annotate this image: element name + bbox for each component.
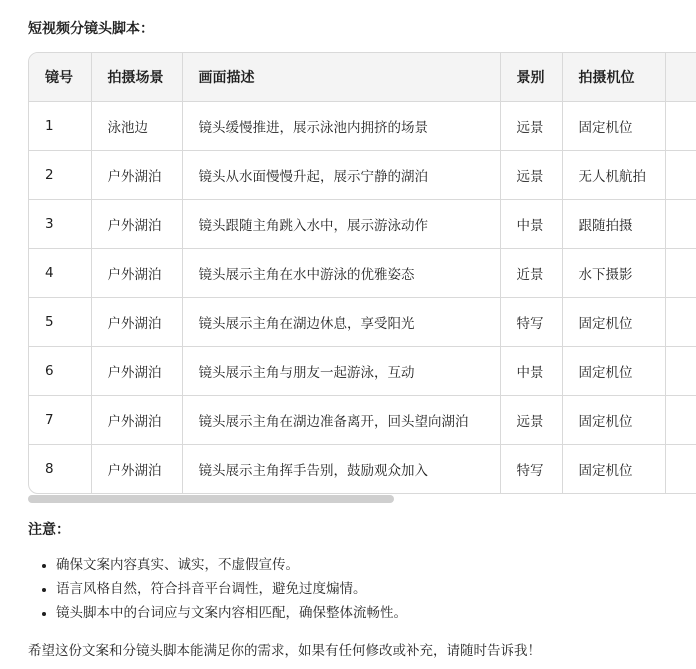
header-shot-size: 景别 — [500, 53, 562, 102]
list-item: • 镜头脚本中的台词应与文案内容相匹配，确保整体流畅性。 — [56, 601, 407, 625]
cell-camera-position: 固定机位 — [562, 445, 665, 494]
cell-shot-number: 4 — [29, 249, 91, 298]
cell-scene: 户外湖泊 — [91, 445, 182, 494]
cell-description: 镜头展示主角在水中游泳的优雅姿态 — [182, 249, 500, 298]
cell-shot-number: 3 — [29, 200, 91, 249]
cell-description: 镜头展示主角挥手告别，鼓励观众加入 — [182, 445, 500, 494]
cell-shot-number: 8 — [29, 445, 91, 494]
cell-camera-position: 固定机位 — [562, 298, 665, 347]
header-camera-position: 拍摄机位 — [562, 53, 665, 102]
cell-shot-size: 远景 — [500, 102, 562, 151]
list-item: • 确保文案内容真实、诚实，不虚假宣传。 — [56, 553, 407, 577]
cell-shot-number: 1 — [29, 102, 91, 151]
table-row — [29, 102, 696, 151]
cell-shot-number: 7 — [29, 396, 91, 445]
cell-scene: 户外湖泊 — [91, 200, 182, 249]
cell-camera-position: 固定机位 — [562, 396, 665, 445]
cell-overflow — [665, 347, 696, 396]
cell-scene: 户外湖泊 — [91, 347, 182, 396]
table-row — [29, 347, 696, 396]
header-overflow — [665, 53, 696, 102]
table-row — [29, 445, 696, 494]
cell-overflow — [665, 200, 696, 249]
storyboard-table-container — [28, 52, 696, 494]
cell-scene: 户外湖泊 — [91, 298, 182, 347]
cell-overflow — [665, 396, 696, 445]
table-row — [29, 298, 696, 347]
storyboard-table — [29, 53, 696, 493]
table-row — [29, 396, 696, 445]
list-item: • 语言风格自然，符合抖音平台调性，避免过度煽情。 — [56, 577, 407, 601]
cell-overflow — [665, 151, 696, 200]
table-header-row — [29, 53, 696, 102]
cell-shot-size: 远景 — [500, 151, 562, 200]
cell-shot-number: 6 — [29, 347, 91, 396]
section-heading: 短视频分镜头脚本： — [28, 21, 154, 37]
cell-shot-size: 中景 — [500, 200, 562, 249]
cell-overflow — [665, 249, 696, 298]
cell-shot-size: 远景 — [500, 396, 562, 445]
header-description: 画面描述 — [182, 53, 500, 102]
table-row — [29, 151, 696, 200]
table-row — [29, 249, 696, 298]
cell-shot-size: 近景 — [500, 249, 562, 298]
cell-shot-size: 特写 — [500, 298, 562, 347]
cell-description: 镜头展示主角在湖边休息，享受阳光 — [182, 298, 500, 347]
table-row — [29, 200, 696, 249]
cell-overflow — [665, 102, 696, 151]
cell-shot-size: 中景 — [500, 347, 562, 396]
cell-scene: 泳池边 — [91, 102, 182, 151]
cell-shot-size: 特写 — [500, 445, 562, 494]
cell-description: 镜头从水面慢慢升起，展示宁静的湖泊 — [182, 151, 500, 200]
cell-description: 镜头展示主角与朋友一起游泳，互动 — [182, 347, 500, 396]
cell-description: 镜头跟随主角跳入水中，展示游泳动作 — [182, 200, 500, 249]
cell-scene: 户外湖泊 — [91, 396, 182, 445]
cell-camera-position: 跟随拍摄 — [562, 200, 665, 249]
cell-shot-number: 5 — [29, 298, 91, 347]
cell-camera-position: 无人机航拍 — [562, 151, 665, 200]
cell-camera-position: 水下摄影 — [562, 249, 665, 298]
cell-description: 镜头展示主角在湖边准备离开，回头望向湖泊 — [182, 396, 500, 445]
cell-camera-position: 固定机位 — [562, 347, 665, 396]
closing-message: 希望这份文案和分镜头脚本能满足你的需求，如果有任何修改或补充，请随时告诉我！ — [28, 643, 541, 659]
horizontal-scrollbar-thumb[interactable] — [28, 495, 394, 503]
cell-camera-position: 固定机位 — [562, 102, 665, 151]
cell-shot-number: 2 — [29, 151, 91, 200]
cell-scene: 户外湖泊 — [91, 151, 182, 200]
header-shot-number: 镜号 — [29, 53, 91, 102]
notes-list — [28, 553, 407, 625]
notes-heading: 注意： — [28, 522, 70, 538]
cell-overflow — [665, 298, 696, 347]
cell-scene: 户外湖泊 — [91, 249, 182, 298]
cell-overflow — [665, 445, 696, 494]
cell-description: 镜头缓慢推进，展示泳池内拥挤的场景 — [182, 102, 500, 151]
header-scene: 拍摄场景 — [91, 53, 182, 102]
